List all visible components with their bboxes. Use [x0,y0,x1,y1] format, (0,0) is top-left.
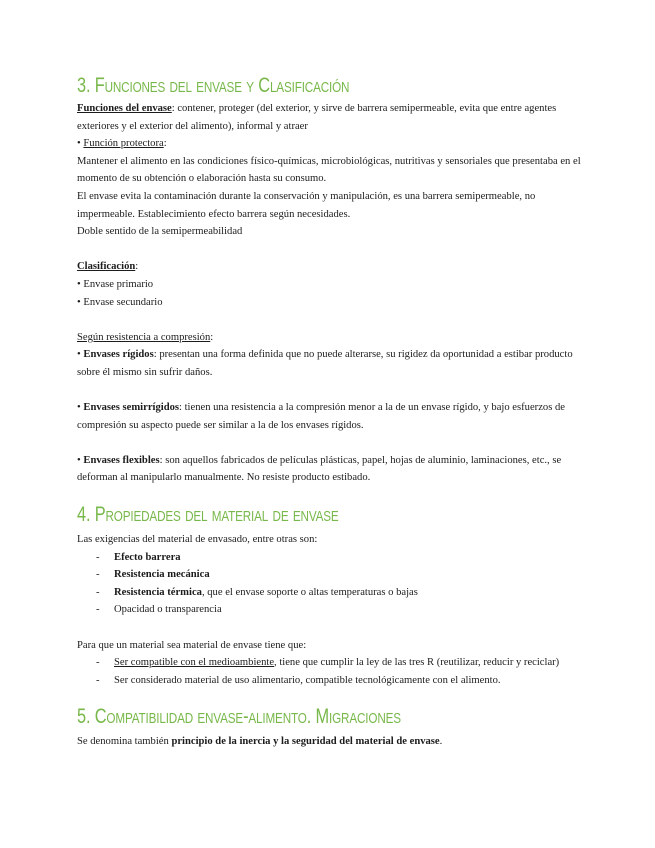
semirrigidos-paragraph: • Envases semirrígidos: tienen una resistencia a la compresión menor a la de un envase rígido, y bajo esfuerzos de compresión su aspecto puede ser similar a la de los envases rígidos. [77,402,565,431]
exigencias-list [77,549,587,619]
funciones-paragraph [77,100,587,135]
semirrigidos-label: Envases semirrígidos [83,402,180,414]
clasificacion-item: • Envase secundario [77,296,163,308]
colon: : [163,138,167,150]
spacer [77,382,587,400]
spacer [77,434,587,452]
list-item: - Ser compatible con el medioambiente, tiene que cumplir la ley de las tres R (reutilizar, reducir y reciclar) [96,657,560,669]
exigencias-intro: Las exigencias del material de envasado, entre otras son: [77,534,318,546]
flexibles-label: Envases flexibles [83,454,160,466]
proteccion-para-3: Doble sentido de la semipermeabilidad [77,226,243,238]
spacer [77,311,587,329]
bullet: • [77,138,81,150]
flexibles-text: : son aquellos fabricados de películas plásticas, papel, hojas de aluminio, laminaciones, etc., se deforman al manipularlo manualmente. No resiste producto estibado. [77,454,562,484]
principio-bold: principio de la inercia y la seguridad del material de envase [171,736,440,748]
requisitos-intro: Para que un material sea material de envase tiene que: [77,639,307,651]
clasificacion-heading [77,258,587,276]
resistencia-label: Según resistencia a compresión [77,331,211,343]
resistencia-heading: Según resistencia a compresión: [77,331,214,343]
funciones-text: : contener, proteger (del exterior, y sirve de barrera semipermeable, evita que entre agentes exteriores y el exterior del alimento), informal y atraer [77,103,557,132]
clasificacion-item: • Envase primario [77,278,154,290]
list-item: - Resistencia mecánica [96,569,210,581]
funciones-label: Funciones del envase [77,103,172,114]
proteccion-para-1: Mantener el alimento en las condiciones físico-químicas, microbiológicas, nutritivas y sensoriales que presentaba en el momento de su obtención o elaboración hasta su consumo. [77,155,581,185]
colon: : [135,261,139,273]
requisitos-list [77,654,587,689]
list-item: - Efecto barrera [96,551,181,563]
rigidos-label: Envases rígidos [83,349,154,361]
flexibles-paragraph: • Envases flexibles: son aquellos fabricados de películas plásticas, papel, hojas de aluminio, laminaciones, etc., se deforman al manipularlo manualmente. No resiste producto estibado. [77,454,562,484]
rigidos-paragraph: • Envases rígidos: presentan una forma definida que no puede alterarse, su rigidez da oportunidad a estibar producto sobre él mismo sin sufrir daños. [77,349,573,378]
compatibilidad-paragraph: Se denomina también principio de la inercia y la seguridad del material de envase. [77,736,443,748]
spacer [77,241,587,259]
list-item: - Resistencia térmica, que el envase soporte o altas temperaturas o bajas [96,586,418,598]
clasificacion-label: Clasificación [77,261,136,273]
section-4-heading: 4. Propiedades del material de envase [77,503,339,527]
list-item: - Opacidad o transparencia [96,604,222,616]
document-page [77,72,587,751]
semirrigidos-text: : tienen una resistencia a la compresión menor a la de un envase rígido, y bajo esfuerzos de compresión su aspecto puede ser similar a la de los envases rígidos. [77,402,565,431]
proteccion-heading [77,135,587,153]
section-5-heading: 5. Compatibilidad envase-alimento. Migraciones [77,705,401,729]
proteccion-para-2: El envase evita la contaminación durante la conservación y manipulación, es una barrera semipermeable, no impermeable. Establecimiento efecto barrera según necesidades. [77,190,536,220]
list-item: - Ser considerado material de uso alimentario, compatible tecnológicamente con el alimento. [96,674,501,686]
proteccion-label: Función protectora [83,138,164,150]
section-3-heading: 3. Funciones del envase y Clasificación [77,74,350,97]
spacer [77,619,587,637]
rigidos-text: : presentan una forma definida que no puede alterarse, su rigidez da oportunidad a estibar producto sobre él mismo sin sufrir daños. [77,349,573,378]
